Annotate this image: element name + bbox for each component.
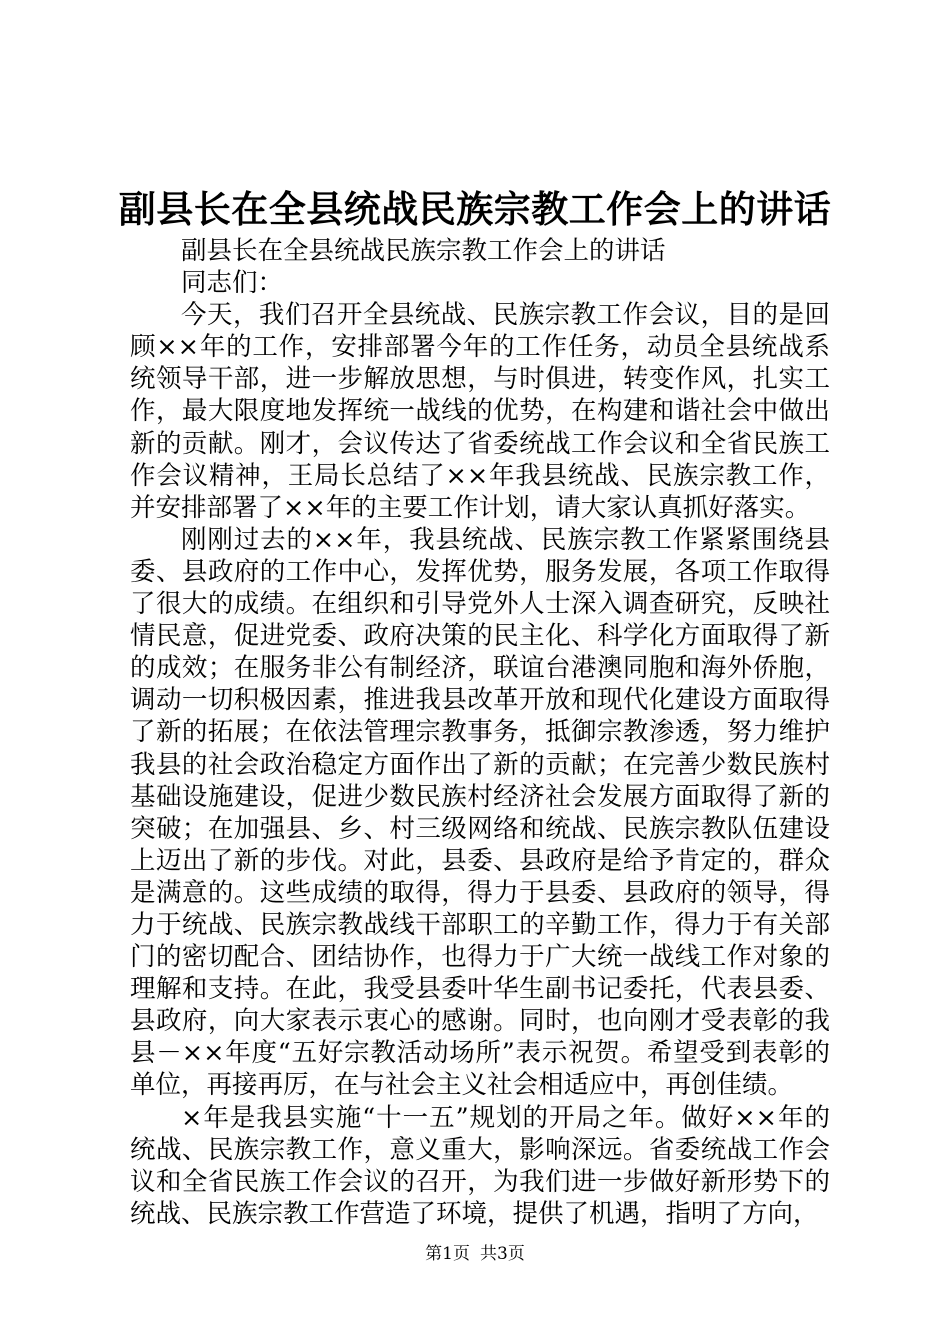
subtitle-paragraph: 副县长在全县统战民族宗教工作会上的讲话: [181, 236, 666, 266]
page-total: 共3页: [480, 1244, 525, 1264]
document-title: 副县长在全县统战民族宗教工作会上的讲话: [118, 187, 832, 231]
body-paragraph: 刚刚过去的××年，我县统战、民族宗教工作紧紧围绕县委、县政府的工作中心，发挥优势，服务发展，各项工作取得了很大的成绩。在组织和引导党外人士深入调查研究，反映社情民意，促进党委、政府决策的民主化、科学化方面取得了新的成效；在服务非公有制经济，联谊台港澳同胞和海外侨胞，调动一切积极因素，推进我县改革开放和现代化建设方面取得了新的拓展；在依法管理宗教事务，抵御宗教渗透，努力维护我县的社会政治稳定方面作出了新的贡献；在完善少数民族村基础设施建设，促进少数民族村经济社会发展方面取得了新的突破；在加强县、乡、村三级网络和统战、民族宗教队伍建设上迈出了新的步伐。对此，县委、县政府是给予肯定的，群众是满意的。这些成绩的取得，得力于县委、县政府的领导，得力于统战、民族宗教战线干部职工的辛勤工作，得力于有关部门的密切配合、团结协作，也得力于广大统一战线工作对象的理解和支持。在此，我受县委叶华生副书记委托，代表县委、县政府，向大家表示衷心的感谢。同时，也向刚才受表彰的我县－××年度“五好宗教活动场所”表示祝贺。希望受到表彰的单位，再接再厉，在与社会主义社会相适应中，再创佳绩。: [130, 524, 830, 1101]
body-paragraph: 今天，我们召开全县统战、民族宗教工作会议，目的是回顾××年的工作，安排部署今年的工作任务，动员全县统战系统领导干部，进一步解放思想，与时俱进，转变作风，扎实工作，最大限度地发挥统一战线的优势，在构建和谐社会中做出新的贡献。刚才，会议传达了省委统战工作会议和全省民族工作会议精神，王局长总结了××年我县统战、民族宗教工作，并安排部署了××年的主要工作计划，请大家认真抓好落实。: [130, 300, 830, 523]
document-body: [130, 235, 830, 1230]
page-footer: [0, 1243, 950, 1265]
body-paragraph: ×年是我县实施“十一五”规划的开局之年。做好××年的统战、民族宗教工作，意义重大，影响深远。省委统战工作会议和全省民族工作会议的召开，为我们进一步做好新形势下的统战、民族宗教工作营造了环境，提供了机遇，指明了方向，: [130, 1102, 830, 1229]
salutation-paragraph: 同志们：: [181, 268, 284, 299]
page-number: 第1页: [425, 1244, 470, 1264]
